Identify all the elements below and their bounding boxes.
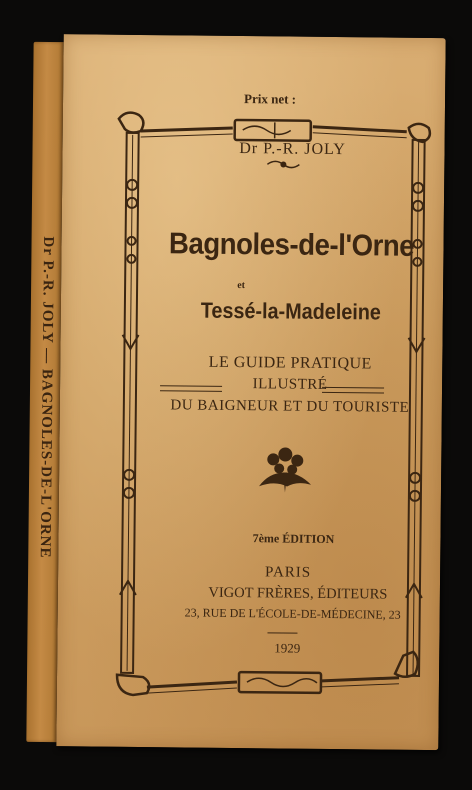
author: Dr P.-R. JOLY <box>239 140 346 159</box>
guide-line-3: DU BAIGNEUR ET DU TOURISTE <box>170 397 410 416</box>
publisher-name: VIGOT FRÈRES, ÉDITEURS <box>208 584 388 603</box>
publication-year: 1929 <box>274 640 301 656</box>
spine-title: Dr P.-R. JOLY — BAGNOLES-DE-L'ORNE <box>36 235 57 559</box>
title-conjunction: et <box>237 280 246 292</box>
publisher-city: PARIS <box>264 564 312 581</box>
floral-vignette-icon <box>259 447 311 493</box>
book <box>26 34 445 750</box>
book-title: Bagnoles-de-l'Orne <box>168 227 415 263</box>
book-subtitle: Tessé-la-Madeleine <box>200 297 382 325</box>
guide-line-1: LE GUIDE PRATIQUE <box>208 353 372 373</box>
publisher-address: 23, RUE DE L'ÉCOLE-DE-MÉDECINE, 23 <box>184 605 401 622</box>
book-cover <box>56 34 445 750</box>
divider-right <box>322 387 384 394</box>
edition: 7ème ÉDITION <box>252 531 335 547</box>
guide-line-2: ILLUSTRÉ <box>252 376 328 393</box>
price-label: Prix net : <box>243 91 297 107</box>
